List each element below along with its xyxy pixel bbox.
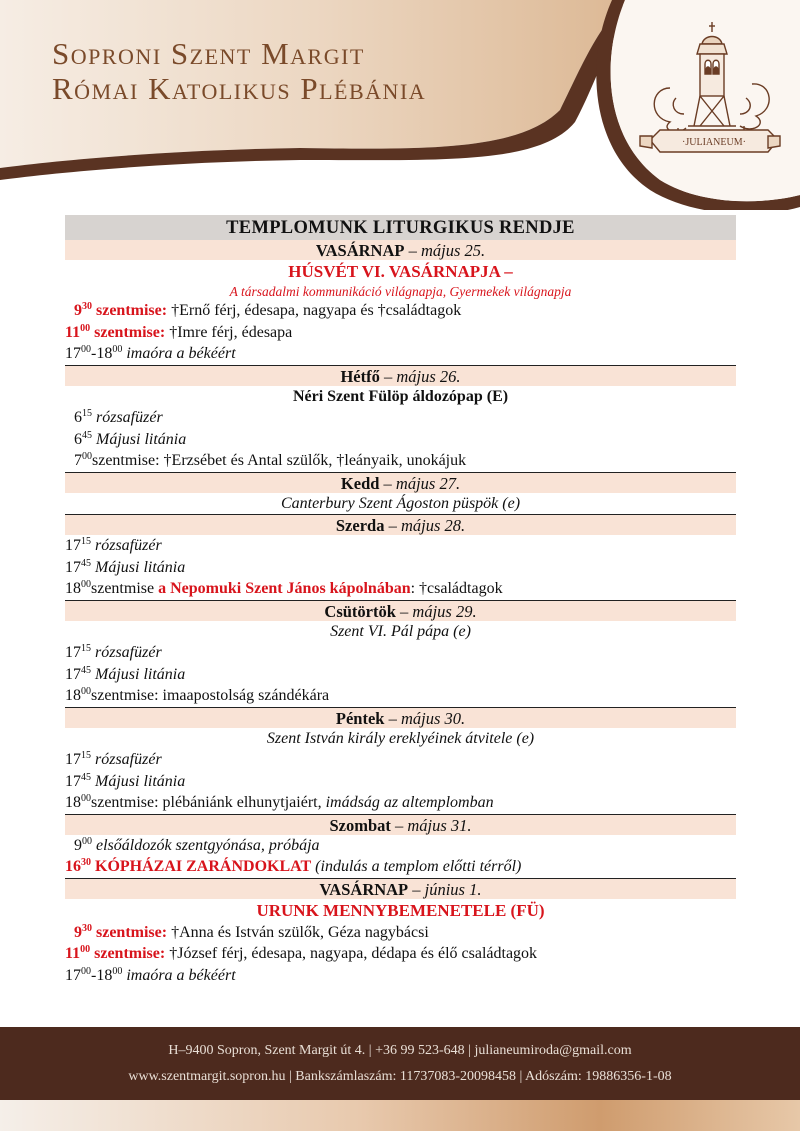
feast-title: Szent István király ereklyéinek átvitele (e) — [266, 729, 535, 747]
feast-title: Szent VI. Pál pápa (e) — [330, 622, 471, 640]
entry-text: imaóra a békéért — [122, 345, 236, 362]
parish-name — [52, 36, 426, 106]
feast-title: HÚSVÉT VI. VASÁRNAPJA – — [288, 262, 513, 281]
pilgrimage-entry — [65, 856, 736, 878]
entry-text: rózsafüzér — [91, 644, 162, 661]
day-name: Kedd — [340, 473, 380, 493]
entry-text: elsőáldozók szentgyónása, próbája — [92, 836, 320, 854]
time-minute: 30 — [82, 301, 92, 312]
time-hour: 17 — [65, 751, 81, 768]
parish-name-line2: Római Katolikus Plébánia — [52, 71, 427, 106]
time-minute: 15 — [82, 408, 92, 419]
day-header-sunday-may-25 — [65, 240, 736, 260]
time-minute: 00 — [81, 344, 91, 355]
time-minute: 00 — [81, 686, 91, 697]
feast-rank: (E) — [482, 387, 509, 405]
schedule-entry — [65, 771, 736, 793]
time-hour: 17 — [65, 537, 81, 554]
mass-entry — [65, 450, 736, 472]
time-minute: 00 — [81, 579, 91, 590]
time-separator: - — [91, 345, 97, 362]
time-hour: 16 — [65, 858, 81, 875]
feast-title — [65, 386, 736, 408]
day-name: VASÁRNAP — [315, 241, 405, 260]
time-minute: 45 — [81, 771, 91, 783]
time-hour: 7 — [74, 452, 82, 469]
time-minute: 00 — [82, 835, 92, 847]
time-minute: 00 — [80, 944, 91, 955]
day-header-saturday — [65, 814, 736, 835]
mass-label: szentmise: — [90, 323, 166, 341]
entry-text: rózsafüzér — [92, 409, 163, 426]
day-date: – június 1. — [408, 879, 482, 899]
mass-intention: †Anna és István szülők, Géza nagybácsi — [167, 923, 429, 941]
day-name: Szombat — [329, 815, 391, 835]
time-hour: 17 — [65, 558, 81, 576]
footer-bank-line: www.szentmargit.sopron.hu | Bankszámlaszám: 11737083-20098458 | Adószám: 19886356-1-08 — [128, 1069, 672, 1084]
time-minute: 15 — [81, 643, 91, 654]
mass-entry — [65, 922, 736, 944]
time-minute: 30 — [82, 922, 92, 934]
prayer-entry — [65, 343, 736, 365]
mass-intention: †József férj, édesapa, nagyapa, dédapa és élő családtagok — [165, 945, 538, 962]
entry-note: (indulás a templom előtti térről) — [311, 858, 522, 875]
day-name: VASÁRNAP — [319, 879, 409, 899]
day-date: – május 28. — [384, 516, 466, 535]
mass-label: szentmise: — [90, 945, 166, 962]
schedule-entry — [65, 407, 736, 429]
bottom-decorative-strip — [0, 1100, 800, 1131]
day-name: Szerda — [335, 516, 385, 535]
time-minute: 00 — [82, 451, 92, 462]
entry-text: rózsafüzér — [91, 751, 162, 768]
mass-entry — [65, 578, 736, 600]
time-separator: - — [91, 966, 97, 984]
time-hour: 17 — [65, 644, 81, 661]
time-minute: 45 — [81, 557, 91, 569]
day-name: Hétfő — [340, 366, 380, 386]
header — [0, 0, 800, 210]
entry-text: szentmise: †Erzsébet és Antal szülők, †leányaik, unokájuk — [92, 452, 467, 469]
time-hour: 17 — [65, 966, 81, 984]
entry-text: Májusi litánia — [91, 665, 186, 683]
day-header-sunday-june-1 — [65, 878, 736, 899]
entry-text: rózsafüzér — [91, 537, 162, 554]
entry-text: imaóra a békéért — [122, 966, 236, 984]
schedule-entry — [65, 535, 736, 557]
mass-entry — [65, 943, 736, 965]
time-hour: 17 — [65, 772, 81, 790]
day-date: – május 25. — [404, 241, 486, 260]
time-hour: 18 — [96, 345, 113, 362]
day-header-tuesday — [65, 472, 736, 493]
time-hour: 18 — [65, 794, 81, 811]
time-hour: 18 — [65, 580, 81, 597]
feast-title: URUNK MENNYBEMENETELE (FÜ) — [256, 900, 545, 920]
day-name: Csütörtök — [324, 601, 396, 621]
time-minute: 00 — [81, 793, 91, 804]
mass-label: szentmise: — [92, 923, 168, 941]
parish-name-line1: Soproni Szent Margit — [52, 36, 365, 71]
entry-text: szentmise: plébániánk elhunytjaiért, — [91, 794, 326, 811]
bell-tower-icon — [630, 18, 790, 168]
time-hour: 6 — [74, 430, 82, 448]
entry-text: Májusi litánia — [91, 558, 186, 576]
time-hour: 9 — [74, 923, 82, 941]
time-minute: 00 — [112, 965, 123, 977]
time-minute: 45 — [82, 429, 92, 441]
time-minute: 15 — [81, 536, 91, 547]
feast-name: Néri Szent Fülöp áldozópap — [292, 387, 483, 405]
julianeum-logo — [630, 18, 790, 168]
entry-text: KÓPHÁZAI ZARÁNDOKLAT — [91, 858, 312, 875]
mass-intention: †Ernő férj, édesapa, nagyapa és †családtagok — [167, 302, 462, 319]
schedule-entry — [65, 557, 736, 579]
feast-subtitle: A társadalmi kommunikáció világnapja, Gyermekek világnapja — [229, 284, 572, 299]
entry-note: imádság az altemplomban — [325, 794, 494, 811]
day-header-thursday — [65, 600, 736, 621]
schedule-entry — [65, 835, 736, 857]
time-hour: 18 — [65, 687, 81, 704]
prayer-entry — [65, 965, 736, 987]
day-date: – május 29. — [395, 601, 477, 621]
footer-contact-line: H–9400 Sopron, Szent Margit út 4. | +36 99 523-648 | julianeumiroda@gmail.com — [168, 1043, 632, 1058]
mass-location: a Nepomuki Szent János kápolnában — [158, 580, 411, 597]
feast-title: Canterbury Szent Ágoston püspök (e) — [280, 494, 521, 512]
footer — [0, 1027, 800, 1100]
day-header-friday — [65, 707, 736, 728]
time-minute: 15 — [81, 750, 91, 761]
mass-label: szentmise: — [92, 302, 168, 319]
entry-text: szentmise: imaapostolság szándékára — [91, 687, 330, 704]
day-header-monday — [65, 365, 736, 386]
mass-entry — [65, 685, 736, 707]
day-date: – május 30. — [384, 708, 466, 728]
schedule-title: TEMPLOMUNK LITURGIKUS RENDJE — [65, 215, 736, 240]
schedule-entry — [65, 429, 736, 451]
time-minute: 00 — [80, 322, 91, 334]
time-hour: 17 — [65, 345, 81, 362]
entry-text: Májusi litánia — [92, 430, 187, 448]
mass-intention: : †családtagok — [410, 580, 503, 597]
time-minute: 30 — [81, 857, 91, 868]
schedule-entry — [65, 749, 736, 771]
mass-entry — [65, 792, 736, 814]
day-date: – május 26. — [379, 366, 461, 386]
time-minute: 00 — [112, 344, 123, 355]
mass-entry — [65, 322, 736, 344]
time-hour: 11 — [65, 323, 81, 341]
time-minute: 45 — [81, 664, 91, 676]
time-hour: 11 — [65, 945, 81, 962]
entry-text: Májusi litánia — [91, 772, 186, 790]
entry-text: szentmise — [91, 580, 159, 597]
schedule-entry — [65, 664, 736, 686]
time-hour: 9 — [74, 302, 82, 319]
day-name: Péntek — [335, 708, 385, 728]
day-date: – május 31. — [390, 815, 472, 835]
mass-entry — [65, 300, 736, 322]
liturgical-schedule — [65, 215, 736, 986]
mass-intention: †Imre férj, édesapa — [165, 323, 293, 341]
time-hour: 17 — [65, 665, 81, 683]
schedule-entry — [65, 642, 736, 664]
time-hour: 9 — [74, 836, 82, 854]
time-hour: 18 — [96, 966, 113, 984]
day-header-wednesday — [65, 514, 736, 535]
time-hour: 6 — [74, 409, 82, 426]
day-date: – május 27. — [379, 473, 461, 493]
logo-text: ·JULIANEUM· — [682, 137, 746, 148]
time-minute: 00 — [81, 965, 91, 977]
